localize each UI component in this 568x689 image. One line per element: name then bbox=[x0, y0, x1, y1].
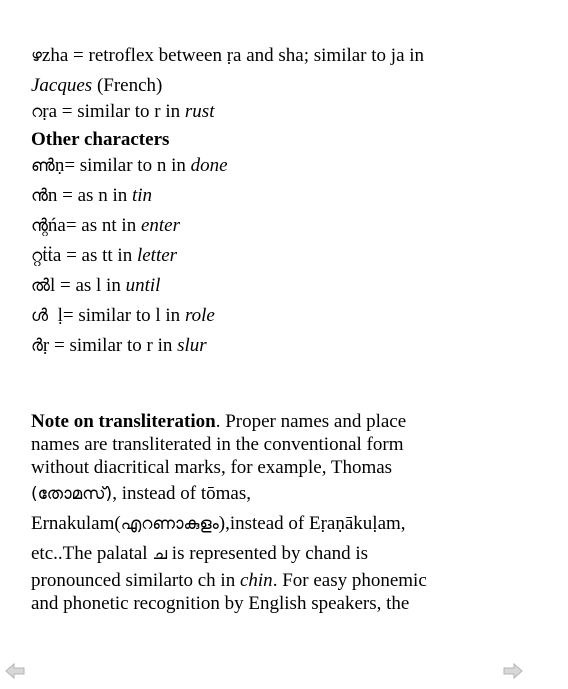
note-line-1: Note on transliteration. Proper names and place bbox=[31, 411, 407, 432]
arrow-left-icon bbox=[4, 660, 26, 682]
note-line-7: pronounced similarto ch in chin. For easy phonemic bbox=[31, 570, 427, 591]
note-line-6: etc..The palatal ച is represented by chand is bbox=[31, 543, 369, 564]
note-line-4: (തോമസ്), instead of tōmas, bbox=[31, 483, 251, 504]
line-l: ൽl = as l in until bbox=[31, 275, 161, 296]
line-n: ൻn = as n in tin bbox=[31, 185, 153, 206]
note-line-3: without diacritical marks, for example, Thomas bbox=[31, 457, 393, 478]
next-page-button[interactable] bbox=[502, 660, 524, 682]
line-nna: ൺṇ= similar to n in done bbox=[31, 155, 228, 176]
note-line-5: Ernakulam(എറണാകുളം),instead of Eṛaṇākuḷam, bbox=[31, 513, 406, 534]
note-line-2: names are transliterated in the conventional form bbox=[31, 434, 404, 455]
prev-page-button[interactable] bbox=[4, 660, 26, 682]
line-tta: റ്റṫṫa = as tt in letter bbox=[31, 245, 178, 266]
line-jacques: Jacques (French) bbox=[31, 75, 163, 96]
arrow-right-icon bbox=[502, 660, 524, 682]
line-zha: ഴzha = retroflex between ṛa and sha; similar to ja in bbox=[31, 45, 425, 66]
line-ra: റṛa = similar to r in rust bbox=[31, 101, 215, 122]
line-rr: ർṛ = similar to r in slur bbox=[31, 335, 207, 356]
heading-other-characters: Other characters bbox=[31, 129, 170, 150]
line-nta: ന്റńa= as nt in enter bbox=[31, 215, 180, 236]
note-line-8: and phonetic recognition by English speakers, the bbox=[31, 593, 410, 614]
line-ll: ൾ ḷ= similar to l in role bbox=[31, 305, 215, 326]
